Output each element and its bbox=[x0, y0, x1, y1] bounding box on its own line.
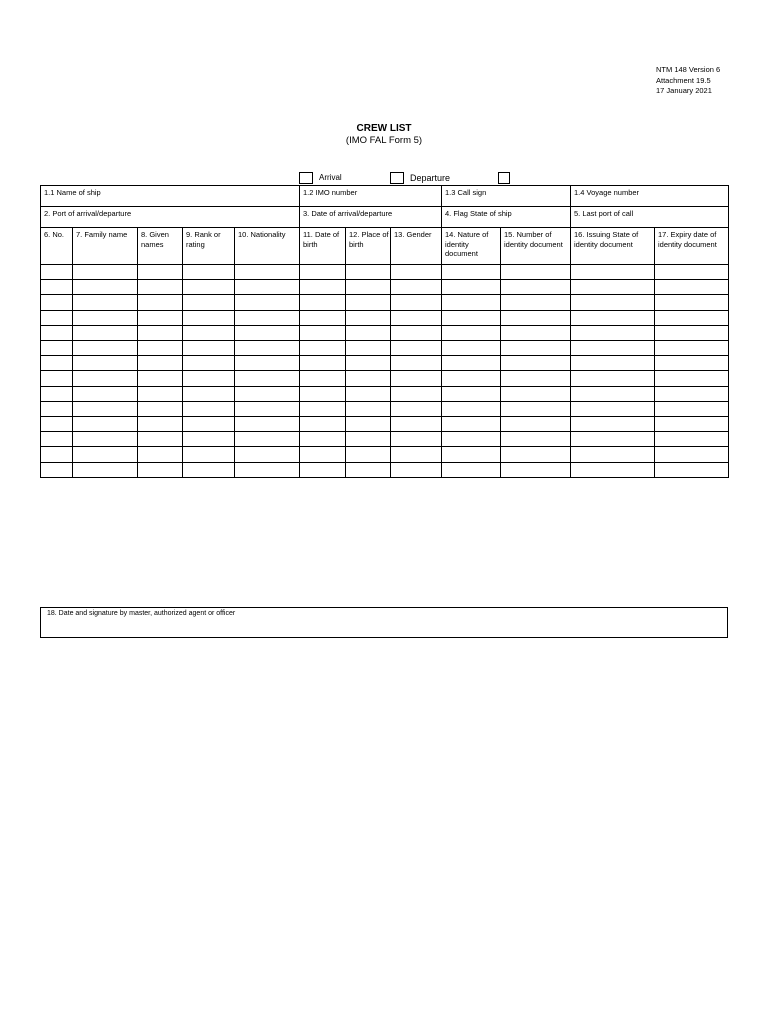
crew-cell[interactable] bbox=[234, 325, 300, 341]
crew-cell[interactable] bbox=[441, 386, 501, 402]
crew-cell[interactable] bbox=[654, 325, 729, 341]
crew-cell[interactable] bbox=[654, 370, 729, 387]
crew-cell[interactable] bbox=[441, 370, 501, 387]
crew-cell[interactable] bbox=[299, 355, 346, 371]
crew-cell[interactable] bbox=[654, 264, 729, 280]
reference-line-1: NTM 148 Version 6 bbox=[656, 65, 721, 74]
departure-checkbox[interactable] bbox=[498, 172, 510, 184]
crew-cell[interactable] bbox=[299, 279, 346, 295]
field-last-port-of-call[interactable]: 5. Last port of call bbox=[570, 206, 729, 228]
crew-cell[interactable] bbox=[40, 431, 73, 447]
crew-cell[interactable] bbox=[40, 264, 73, 280]
signature-label: 18. Date and signature by master, authorized agent or officer bbox=[47, 610, 236, 617]
crew-cell[interactable] bbox=[500, 431, 571, 447]
crew-cell[interactable] bbox=[345, 401, 391, 417]
crew-cell[interactable] bbox=[441, 416, 501, 432]
crew-cell[interactable] bbox=[72, 462, 138, 478]
crew-cell[interactable] bbox=[137, 370, 183, 387]
crew-cell[interactable] bbox=[441, 294, 501, 311]
crew-cell[interactable] bbox=[40, 446, 73, 463]
crew-cell[interactable] bbox=[570, 431, 655, 447]
crew-cell[interactable] bbox=[137, 446, 183, 463]
crew-cell[interactable] bbox=[570, 294, 655, 311]
column-header: 12. Place of birth bbox=[345, 227, 391, 265]
column-header: 15. Number of identity document bbox=[500, 227, 571, 265]
crew-cell[interactable] bbox=[570, 279, 655, 295]
crew-cell[interactable] bbox=[441, 355, 501, 371]
crew-cell[interactable] bbox=[72, 310, 138, 326]
crew-cell[interactable] bbox=[182, 386, 235, 402]
crew-cell[interactable] bbox=[500, 386, 571, 402]
crew-cell[interactable] bbox=[234, 462, 300, 478]
crew-cell[interactable] bbox=[570, 325, 655, 341]
crew-cell[interactable] bbox=[137, 340, 183, 356]
crew-cell[interactable] bbox=[299, 416, 346, 432]
crew-cell[interactable] bbox=[182, 462, 235, 478]
crew-cell[interactable] bbox=[345, 386, 391, 402]
crew-cell[interactable] bbox=[182, 325, 235, 341]
field-flag-state[interactable]: 4. Flag State of ship bbox=[441, 206, 571, 228]
document-reference bbox=[656, 65, 720, 97]
crew-cell[interactable] bbox=[234, 310, 300, 326]
crew-cell[interactable] bbox=[390, 325, 442, 341]
field-imo-number[interactable]: 1.2 IMO number bbox=[299, 185, 442, 207]
crew-cell[interactable] bbox=[500, 325, 571, 341]
crew-cell[interactable] bbox=[345, 294, 391, 311]
crew-cell[interactable] bbox=[441, 264, 501, 280]
crew-cell[interactable] bbox=[72, 355, 138, 371]
crew-cell[interactable] bbox=[500, 355, 571, 371]
column-header: 10. Nationality bbox=[234, 227, 300, 265]
crew-cell[interactable] bbox=[570, 446, 655, 463]
column-header: 7. Family name bbox=[72, 227, 138, 265]
crew-cell[interactable] bbox=[570, 462, 655, 478]
crew-cell[interactable] bbox=[72, 370, 138, 387]
crew-cell[interactable] bbox=[137, 294, 183, 311]
crew-cell[interactable] bbox=[40, 294, 73, 311]
departure-label: Departure bbox=[410, 173, 451, 183]
crew-cell[interactable] bbox=[299, 370, 346, 387]
column-header: 6. No. bbox=[40, 227, 73, 265]
crew-cell[interactable] bbox=[390, 279, 442, 295]
crew-cell[interactable] bbox=[299, 462, 346, 478]
crew-cell[interactable] bbox=[72, 431, 138, 447]
crew-cell[interactable] bbox=[234, 279, 300, 295]
crew-cell[interactable] bbox=[137, 386, 183, 402]
crew-cell[interactable] bbox=[40, 386, 73, 402]
crew-cell[interactable] bbox=[390, 370, 442, 387]
crew-cell[interactable] bbox=[500, 462, 571, 478]
crew-cell[interactable] bbox=[72, 279, 138, 295]
crew-cell[interactable] bbox=[234, 416, 300, 432]
crew-cell[interactable] bbox=[500, 279, 571, 295]
form-subtitle: (IMO FAL Form 5) bbox=[345, 135, 423, 146]
crew-cell[interactable] bbox=[441, 401, 501, 417]
crew-cell[interactable] bbox=[654, 431, 729, 447]
crew-cell[interactable] bbox=[182, 340, 235, 356]
signature-field[interactable] bbox=[40, 607, 728, 638]
crew-cell[interactable] bbox=[137, 462, 183, 478]
crew-cell[interactable] bbox=[72, 340, 138, 356]
crew-cell[interactable] bbox=[570, 340, 655, 356]
crew-cell[interactable] bbox=[234, 355, 300, 371]
reference-line-3: 17 January 2021 bbox=[656, 86, 712, 95]
crew-cell[interactable] bbox=[441, 446, 501, 463]
crew-cell[interactable] bbox=[654, 401, 729, 417]
crew-cell[interactable] bbox=[500, 416, 571, 432]
crew-cell[interactable] bbox=[570, 370, 655, 387]
crew-cell[interactable] bbox=[500, 294, 571, 311]
crew-cell[interactable] bbox=[72, 386, 138, 402]
crew-cell[interactable] bbox=[40, 325, 73, 341]
crew-cell[interactable] bbox=[654, 462, 729, 478]
crew-cell[interactable] bbox=[137, 264, 183, 280]
crew-cell[interactable] bbox=[345, 264, 391, 280]
crew-cell[interactable] bbox=[72, 264, 138, 280]
crew-cell[interactable] bbox=[72, 294, 138, 311]
crew-cell[interactable] bbox=[345, 340, 391, 356]
crew-cell[interactable] bbox=[441, 340, 501, 356]
crew-cell[interactable] bbox=[40, 340, 73, 356]
crew-cell[interactable] bbox=[40, 401, 73, 417]
crew-cell[interactable] bbox=[345, 370, 391, 387]
column-header: 9. Rank or rating bbox=[182, 227, 235, 265]
crew-cell[interactable] bbox=[299, 294, 346, 311]
crew-cell[interactable] bbox=[137, 431, 183, 447]
crew-cell[interactable] bbox=[234, 340, 300, 356]
crew-cell[interactable] bbox=[390, 355, 442, 371]
crew-cell[interactable] bbox=[234, 431, 300, 447]
arrival-label: Arrival bbox=[319, 173, 342, 182]
crew-cell[interactable] bbox=[500, 340, 571, 356]
crew-cell[interactable] bbox=[654, 355, 729, 371]
crew-cell[interactable] bbox=[137, 325, 183, 341]
crew-cell[interactable] bbox=[234, 401, 300, 417]
crew-cell[interactable] bbox=[182, 264, 235, 280]
arrival-checkbox[interactable] bbox=[299, 172, 313, 184]
crew-cell[interactable] bbox=[500, 370, 571, 387]
crew-cell[interactable] bbox=[234, 294, 300, 311]
column-header: 13. Gender bbox=[390, 227, 442, 265]
crew-cell[interactable] bbox=[390, 264, 442, 280]
field-port-of-arrival-departure[interactable]: 2. Port of arrival/departure bbox=[40, 206, 300, 228]
crew-cell[interactable] bbox=[182, 446, 235, 463]
crew-cell[interactable] bbox=[390, 446, 442, 463]
departure-box-left[interactable] bbox=[390, 172, 404, 184]
crew-cell[interactable] bbox=[40, 416, 73, 432]
field-date-of-arrival-departure[interactable]: 3. Date of arrival/departure bbox=[299, 206, 442, 228]
field-name-of-ship[interactable]: 1.1 Name of ship bbox=[40, 185, 300, 207]
crew-cell[interactable] bbox=[441, 310, 501, 326]
crew-cell[interactable] bbox=[390, 431, 442, 447]
crew-cell[interactable] bbox=[345, 446, 391, 463]
crew-cell[interactable] bbox=[299, 431, 346, 447]
crew-cell[interactable] bbox=[390, 294, 442, 311]
crew-cell[interactable] bbox=[390, 386, 442, 402]
crew-cell[interactable] bbox=[299, 340, 346, 356]
crew-cell[interactable] bbox=[234, 386, 300, 402]
crew-cell[interactable] bbox=[345, 325, 391, 341]
crew-cell[interactable] bbox=[441, 462, 501, 478]
crew-cell[interactable] bbox=[500, 401, 571, 417]
reference-line-2: Attachment 19.5 bbox=[656, 75, 711, 85]
column-header: 11. Date of birth bbox=[299, 227, 346, 265]
crew-cell[interactable] bbox=[654, 416, 729, 432]
crew-cell[interactable] bbox=[234, 370, 300, 387]
crew-cell[interactable] bbox=[40, 370, 73, 387]
column-header: 14. Nature of identity document bbox=[441, 227, 501, 265]
crew-cell[interactable] bbox=[500, 310, 571, 326]
crew-cell[interactable] bbox=[570, 264, 655, 280]
crew-cell[interactable] bbox=[182, 294, 235, 311]
crew-cell[interactable] bbox=[441, 431, 501, 447]
crew-cell[interactable] bbox=[570, 310, 655, 326]
crew-cell[interactable] bbox=[441, 325, 501, 341]
crew-cell[interactable] bbox=[40, 279, 73, 295]
crew-cell[interactable] bbox=[299, 264, 346, 280]
crew-cell[interactable] bbox=[390, 310, 442, 326]
crew-cell[interactable] bbox=[345, 355, 391, 371]
crew-cell[interactable] bbox=[72, 325, 138, 341]
crew-cell[interactable] bbox=[345, 462, 391, 478]
form-title: CREW LIST bbox=[356, 123, 412, 134]
field-call-sign[interactable]: 1.3 Call sign bbox=[441, 185, 571, 207]
crew-cell[interactable] bbox=[299, 386, 346, 402]
crew-cell[interactable] bbox=[72, 401, 138, 417]
crew-cell[interactable] bbox=[390, 401, 442, 417]
crew-cell[interactable] bbox=[182, 370, 235, 387]
crew-cell[interactable] bbox=[500, 446, 571, 463]
crew-cell[interactable] bbox=[137, 355, 183, 371]
crew-cell[interactable] bbox=[40, 355, 73, 371]
crew-cell[interactable] bbox=[72, 416, 138, 432]
crew-cell[interactable] bbox=[234, 446, 300, 463]
crew-cell[interactable] bbox=[390, 416, 442, 432]
column-header: 17. Expiry date of identity document bbox=[654, 227, 729, 265]
crew-cell[interactable] bbox=[345, 416, 391, 432]
crew-cell[interactable] bbox=[40, 310, 73, 326]
crew-cell[interactable] bbox=[345, 279, 391, 295]
crew-cell[interactable] bbox=[137, 279, 183, 295]
crew-cell[interactable] bbox=[234, 264, 300, 280]
crew-cell[interactable] bbox=[441, 279, 501, 295]
crew-cell[interactable] bbox=[570, 355, 655, 371]
crew-cell[interactable] bbox=[137, 401, 183, 417]
crew-cell[interactable] bbox=[182, 355, 235, 371]
crew-cell[interactable] bbox=[345, 310, 391, 326]
crew-cell[interactable] bbox=[137, 310, 183, 326]
crew-cell[interactable] bbox=[654, 446, 729, 463]
crew-cell[interactable] bbox=[654, 279, 729, 295]
crew-cell[interactable] bbox=[570, 386, 655, 402]
crew-cell[interactable] bbox=[182, 401, 235, 417]
crew-cell[interactable] bbox=[345, 431, 391, 447]
crew-cell[interactable] bbox=[137, 416, 183, 432]
crew-cell[interactable] bbox=[390, 462, 442, 478]
field-voyage-number[interactable]: 1.4 Voyage number bbox=[570, 185, 729, 207]
crew-cell[interactable] bbox=[654, 340, 729, 356]
crew-cell[interactable] bbox=[500, 264, 571, 280]
column-header: 8. Given names bbox=[137, 227, 183, 265]
crew-cell[interactable] bbox=[182, 431, 235, 447]
crew-cell[interactable] bbox=[390, 340, 442, 356]
crew-cell[interactable] bbox=[299, 310, 346, 326]
crew-cell[interactable] bbox=[654, 310, 729, 326]
crew-cell[interactable] bbox=[299, 325, 346, 341]
crew-cell[interactable] bbox=[72, 446, 138, 463]
crew-cell[interactable] bbox=[570, 401, 655, 417]
crew-cell[interactable] bbox=[299, 446, 346, 463]
crew-cell[interactable] bbox=[654, 294, 729, 311]
crew-cell[interactable] bbox=[40, 462, 73, 478]
crew-cell[interactable] bbox=[182, 310, 235, 326]
crew-cell[interactable] bbox=[182, 279, 235, 295]
column-header: 16. Issuing State of identity document bbox=[570, 227, 655, 265]
crew-cell[interactable] bbox=[570, 416, 655, 432]
crew-cell[interactable] bbox=[654, 386, 729, 402]
crew-cell[interactable] bbox=[299, 401, 346, 417]
crew-cell[interactable] bbox=[182, 416, 235, 432]
